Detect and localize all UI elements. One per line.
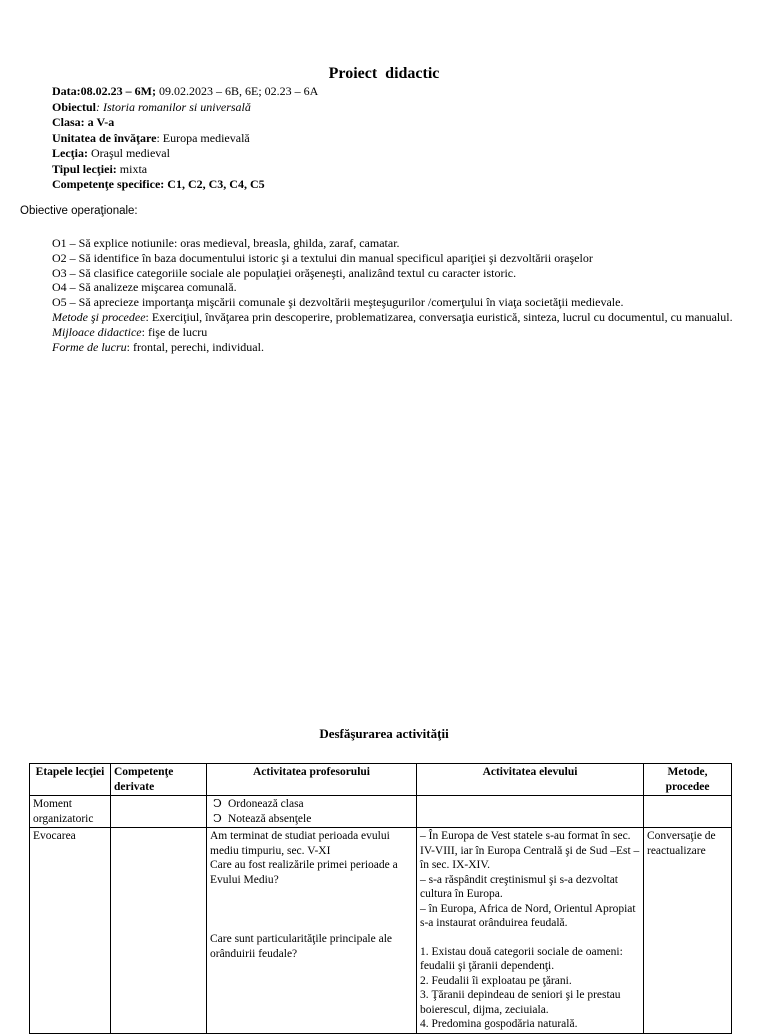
objective-item: O1 – Să explice notiunile: oras medieval, breasla, ghilda, zaraf, camatar.	[52, 236, 400, 250]
table-header-cell: Competenţe derivate	[111, 764, 207, 796]
teacher-activity-cell: Am terminat de studiat perioada evului mediu timpuriu, sec. V-XI Care au fost realizările primei perioade a Evului Mediu? Care sunt particularităţile principale ale orânduirii feudale?	[207, 828, 417, 1034]
table-header-cell: Activitatea profesorului	[207, 764, 417, 796]
student-activity-cell: – În Europa de Vest statele s-au format în sec. IV-VIII, iar în Europa Centrală şi de Sud –Est – în sec. IX-XIV. – s-a răspândit creştinismul şi s-a dezvoltat cultura în Europa. – în Europa, Africa de Nord, Orientul Apropiat s-a instaurat orânduirea feudală. 1. Existau două categorii sociale de oameni: feudalii şi ţăranii dependenţi. 2. Feudalii îi exploatau pe ţărani. 3. Ţăranii depindeau de seniori şi le prestau boierescul, dijma, zeciuiala. 4. Predomina gospodăria naturală.	[417, 828, 644, 1034]
section-title: Desfăşurarea activităţii	[319, 726, 449, 741]
objectives-label: Obiective operaţionale:	[20, 205, 138, 217]
teacher-activity-cell	[207, 796, 417, 828]
means-line: Mijloace didactice: fişe de lucru	[52, 324, 208, 339]
header-unit: Unitatea de învăţare: Europa medievală	[52, 130, 250, 145]
objective-item: O4 – Să analizeze mişcarea comunală.	[52, 280, 237, 295]
header-class: Clasa: a V-a	[52, 115, 115, 129]
table-header-row	[30, 764, 732, 796]
stage-cell: Evocarea	[30, 828, 111, 1034]
methods-line: Metode şi procedee: Exerciţiul, învăţarea prin descoperire, problematizarea, conversaţia euristică, sinteza, lucrul cu documentul, cu manualul.	[52, 309, 733, 324]
table-header-cell: Etapele lecţiei	[30, 764, 111, 796]
methods-cell: Conversaţie de reactualizare	[644, 828, 732, 1034]
student-activity-cell	[417, 796, 644, 828]
table-header-cell: Activitatea elevului	[417, 764, 644, 796]
header-date: Data:08.02.23 – 6M; 09.02.2023 – 6B, 6E; 02.23 – 6A	[52, 84, 319, 98]
header-lesson: Lecţia: Oraşul medieval	[52, 146, 170, 160]
table-row	[30, 796, 732, 828]
forms-line: Forme de lucru: frontal, perechi, individual.	[52, 339, 264, 354]
table-header-cell: Metode, procedee	[644, 764, 732, 796]
list-item: Ↄ Ordonează clasa	[213, 798, 304, 810]
activity-table	[29, 763, 732, 1034]
page-title: Proiect didactic	[328, 65, 440, 82]
stage-cell: Moment organizatoric	[30, 796, 111, 828]
competence-cell	[111, 796, 207, 828]
objective-item: O3 – Să clasifice categoriile sociale ale populaţiei orăşeneşti, analizând textul cu caracter istoric.	[52, 265, 517, 280]
objective-item: O5 – Să aprecieze importanţa mişcării comunale şi dezvoltării meşteşugurilor /comerţului în viaţa societăţii medievale.	[52, 295, 624, 310]
bullet-icon: Ↄ	[213, 812, 222, 825]
objective-item: O2 – Să identifice în baza documentului istoric şi a textului din manual specificul apariţiei şi dezvoltării oraşelor	[52, 250, 593, 265]
lesson-header	[52, 84, 318, 193]
table-row	[30, 828, 732, 1034]
header-lesson-type: Tipul lecţiei: mixta	[52, 161, 148, 176]
objectives-list	[52, 236, 742, 354]
competence-cell	[111, 828, 207, 1034]
header-competences: Competenţe specifice: C1, C2, C3, C4, C5	[52, 177, 265, 191]
methods-cell	[644, 796, 732, 828]
list-item: Ↄ Notează absenţele	[213, 812, 312, 825]
header-subject: Obiectul: Istoria romanilor si universală	[52, 99, 251, 114]
bullet-icon: Ↄ	[213, 798, 222, 810]
